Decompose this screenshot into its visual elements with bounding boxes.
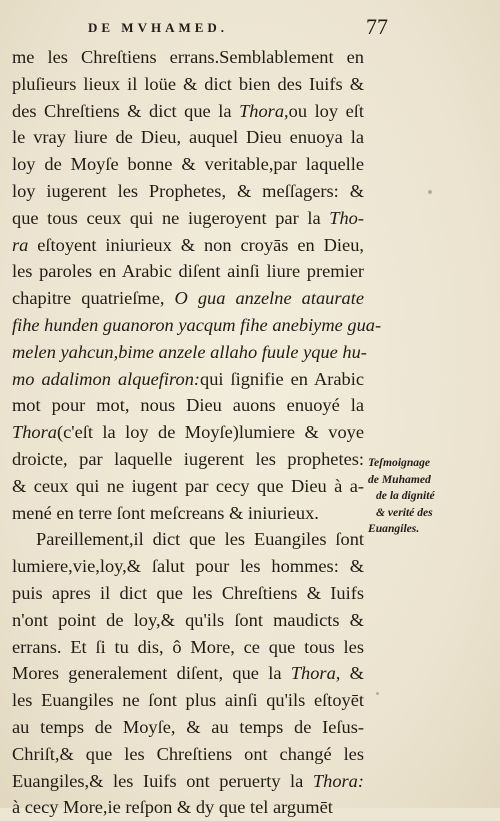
line-text: qui ſignifie en Arabic [200, 368, 364, 389]
margin-note-line: Euangiles. [368, 522, 420, 535]
line-text: n'ont point de loy,& qu'ils ſont maudicts & [12, 609, 364, 630]
margin-note-line: Teſmoignage [368, 456, 431, 469]
text-line [12, 473, 364, 500]
margin-note-line: & verité des [376, 505, 433, 519]
text-line [12, 178, 364, 205]
line-text: mot pour mot, nous Dieu auons enuoyé la [12, 395, 364, 416]
line-text: & ceux qui ne iugent par cecy que Dieu à a- [12, 475, 364, 496]
line-text: puis apres il dict que les Chreſtiens & Iuifs [12, 582, 364, 603]
text-line [12, 44, 364, 71]
line-text: le vray liure de Dieu, auquel Dieu enuoya la [12, 127, 364, 148]
line-text: pluſieurs lieux il loüe & dict bien des Iuifs & [12, 73, 364, 94]
text-line [12, 366, 364, 393]
line-text: eſtoyent iniurieux & non croyās en Dieu, [28, 234, 364, 255]
line-text: loy de Moyſe bonne & veritable,par laquelle [12, 154, 364, 175]
line-text: Mores generalement diſent, que la [12, 663, 291, 684]
italic-text: Thora: [312, 770, 364, 791]
text-line [12, 124, 364, 151]
italic-text: fihe hunden guanoron yacqum fihe anebiyme gua- [12, 314, 382, 335]
text-line [12, 580, 364, 607]
text-line [12, 687, 364, 714]
line-text: me les Chreſtiens errans.Semblablement en [12, 47, 364, 67]
italic-text: ra [12, 234, 29, 255]
italic-text: Thora [12, 422, 57, 443]
line-text: au temps de Moyſe, & au temps de Ieſus- [12, 716, 364, 737]
text-line [12, 71, 364, 98]
line-text: lumiere,vie,loy,& ſalut pour les hommes: & [12, 556, 364, 577]
text-line [12, 312, 382, 339]
ink-speck [428, 190, 432, 194]
page-header [88, 14, 388, 39]
text-line [12, 258, 364, 285]
page-number: 77 [366, 14, 388, 39]
line-text: & [340, 663, 364, 684]
text-line [12, 392, 364, 419]
italic-text: melen yahcun,bime anzele allaho fuule yque hu- [12, 341, 367, 362]
line-text: à cecy More,ie reſpon & dy que tel argumēt [12, 797, 333, 818]
text-line [12, 553, 364, 580]
line-text: mené en terre ſont meſcreans & iniurieux. [12, 502, 319, 523]
line-text: des Chreſtiens & dict que la [12, 100, 240, 121]
line-text: que tous ceux qui ne iugeroyent par la [12, 207, 330, 228]
ink-speck [376, 692, 379, 695]
italic-text: Thora [239, 100, 285, 121]
text-line [12, 446, 364, 473]
italic-text: O gua anzelne ataurate [174, 288, 364, 309]
text-line [12, 526, 364, 553]
italic-text: Thora, [290, 663, 341, 684]
line-text: Pareillement,il dict que les Euangiles ſont [36, 529, 364, 550]
margin-note [368, 455, 496, 538]
running-head: DE MVHAMED. [88, 20, 229, 35]
line-text: Euangiles,& les Iuifs ont peruerty la [12, 770, 313, 791]
text-line [12, 741, 364, 768]
text-line [12, 98, 364, 125]
line-text: loy iugerent les Prophetes, & meſſagers: & [12, 180, 364, 201]
body-text [12, 44, 382, 821]
margin-note-line: de la dignité [376, 489, 435, 502]
line-text: les Euangiles ne ſont plus ainſi qu'ils eſtoyēt [12, 690, 364, 711]
text-line [12, 768, 364, 795]
line-text: droicte, par laquelle iugerent les prophetes: [12, 448, 364, 469]
text-line [12, 285, 364, 312]
line-text: chapitre quatrieſme, [12, 288, 175, 309]
text-line [12, 500, 364, 527]
text-line [12, 339, 367, 366]
text-line [12, 205, 364, 232]
text-line [12, 419, 364, 446]
line-text: les paroles en Arabic diſent ainſi liure premier [12, 261, 364, 282]
text-line [12, 714, 364, 741]
text-line [12, 232, 364, 259]
text-line [12, 660, 364, 687]
text-line [12, 151, 364, 178]
text-line [12, 607, 364, 634]
line-text: errans. Et ſi tu dis, ô More, ce que tous les [12, 636, 364, 657]
line-text: Chriſt,& que les Chreſtiens ont changé les [12, 743, 364, 764]
margin-note-line: de Muhamed [368, 472, 431, 486]
line-text: (c'eſt la loy de Moyſe)lumiere & voye [56, 422, 364, 443]
text-line [12, 634, 364, 661]
italic-text: mo adalimon alquefiron: [12, 368, 201, 389]
italic-text: Tho- [329, 207, 364, 228]
line-text: ,ou loy eſt [284, 100, 364, 121]
